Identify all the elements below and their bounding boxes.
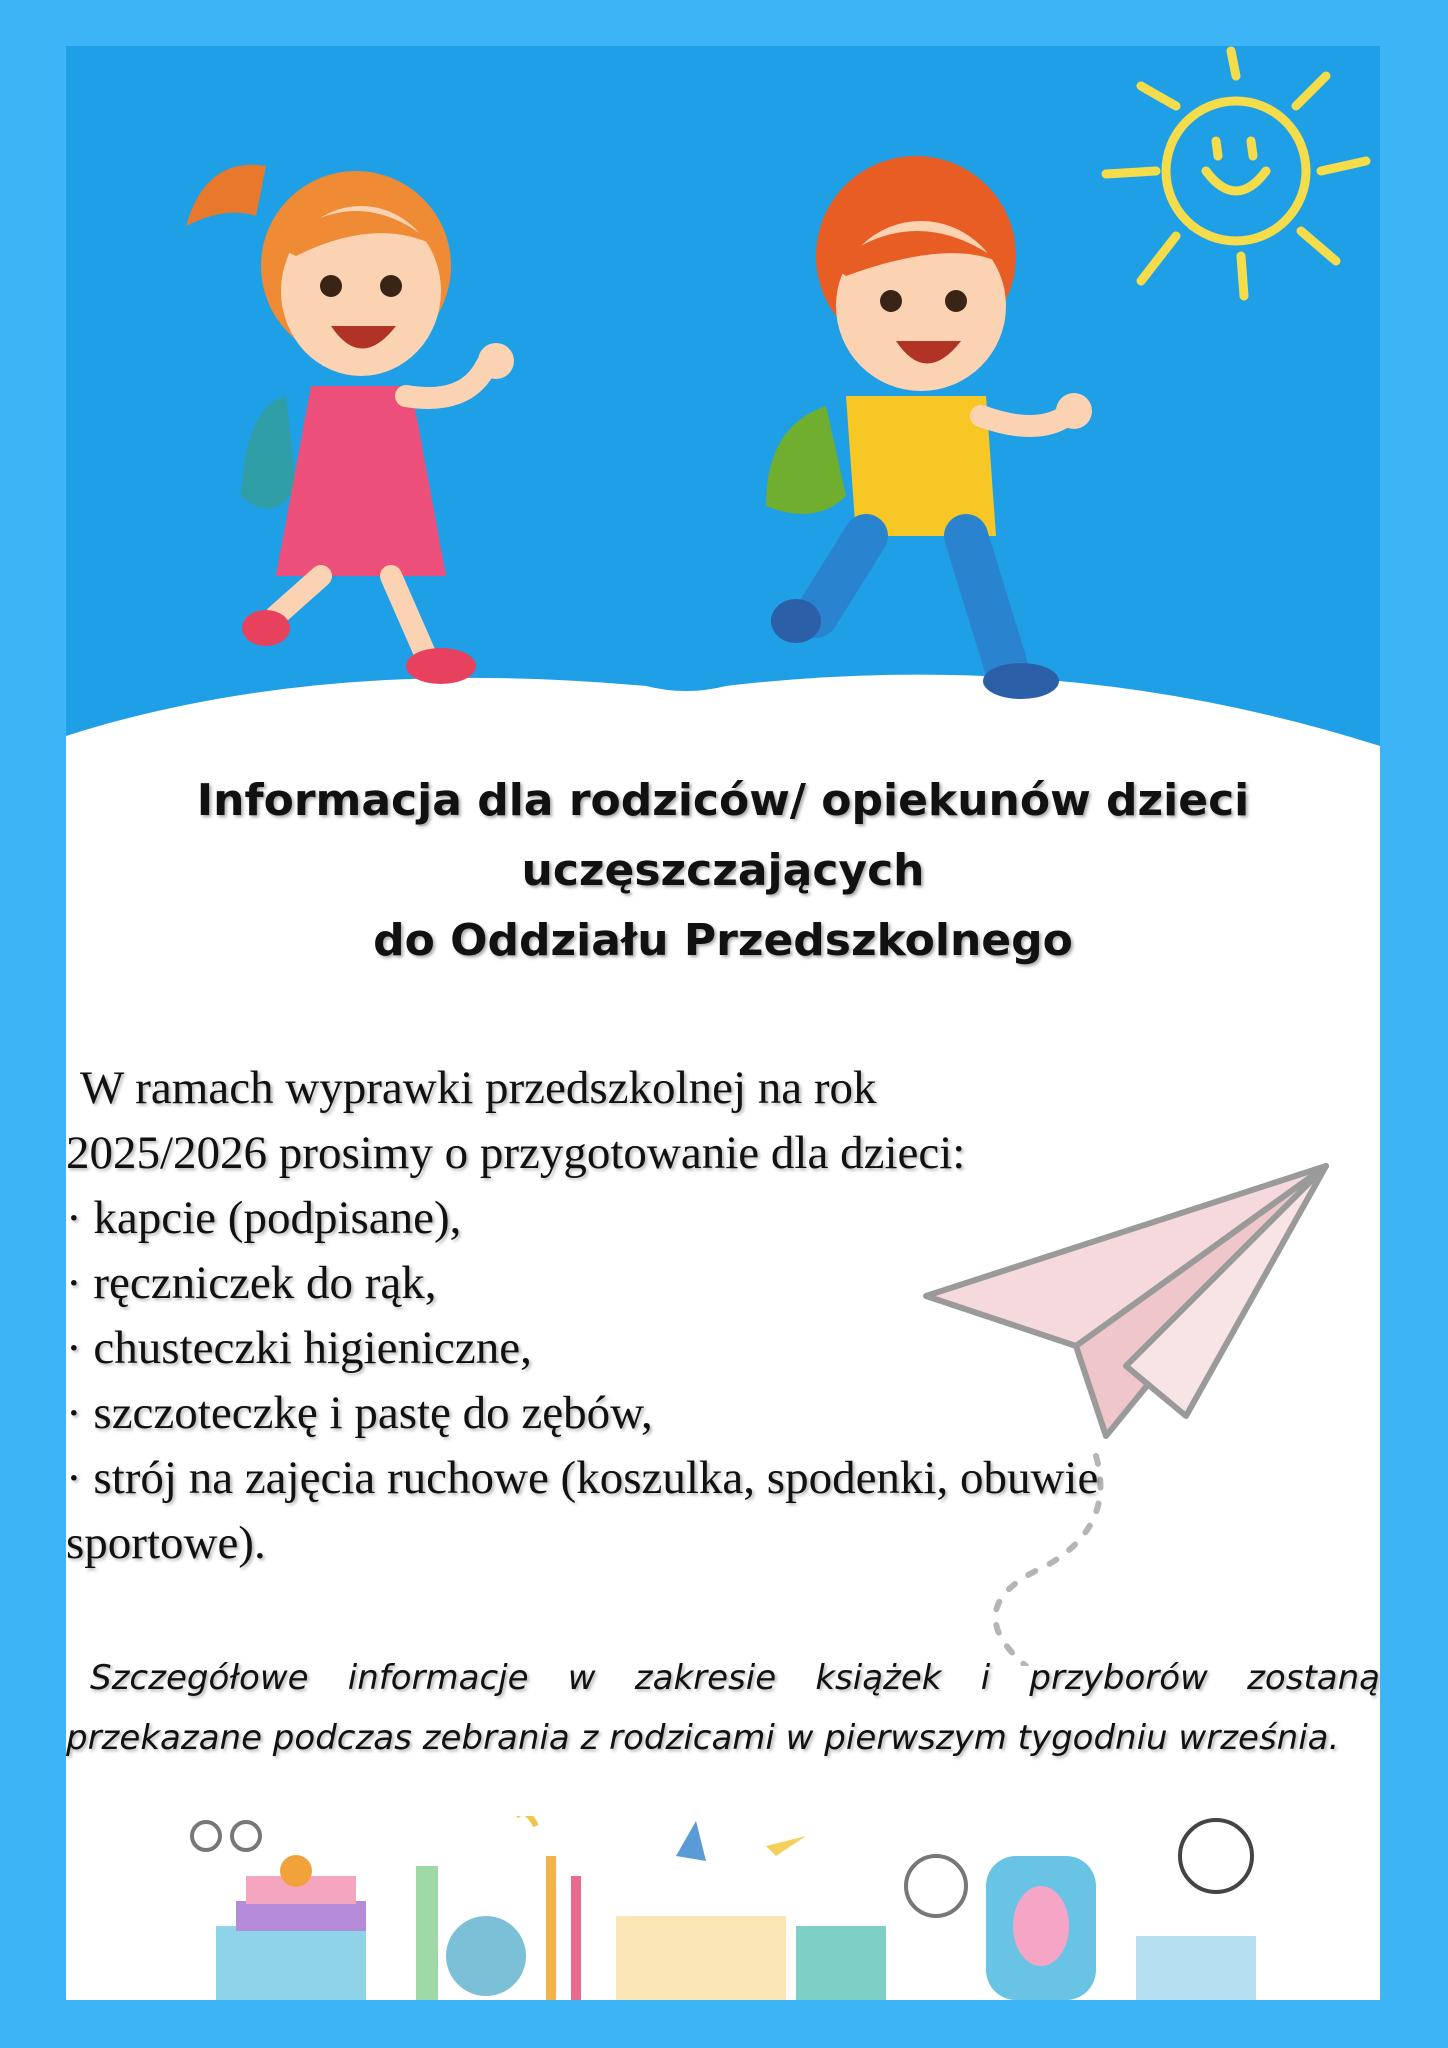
intro-line: 2025/2026 prosimy o przygotowanie dla dzieci: — [66, 1127, 966, 1179]
list-item: · kapcie (podpisane), — [66, 1192, 462, 1244]
list-item: · chusteczki higieniczne, — [66, 1322, 532, 1374]
list-item: · szczoteczkę i pastę do zębów, — [66, 1387, 653, 1439]
list-item: sportowe). — [66, 1517, 266, 1569]
poster-page — [66, 46, 1380, 2000]
girl-illustration-icon — [146, 136, 566, 696]
poster-title — [66, 766, 1380, 976]
note-paragraph — [66, 1648, 1380, 1768]
supply-list-block — [66, 1056, 1380, 1576]
title-line: Informacja dla rodziców/ opiekunów dzieci — [196, 775, 1250, 826]
note-text: Szczegółowe informacje w zakresie książek i przyborów zostaną przekazane podczas zebrania z rodzicami w pierwszym tygodniu września. — [66, 1658, 1380, 1758]
title-line: do Oddziału Przedszkolnego — [373, 915, 1073, 966]
intro-line: W ramach wyprawki przedszkolnej na rok — [80, 1062, 877, 1114]
boy-illustration-icon — [706, 146, 1146, 706]
title-line: uczęszczających — [521, 845, 925, 896]
school-supplies-icon — [176, 1816, 1326, 2000]
list-item: · ręczniczek do rąk, — [66, 1257, 437, 1309]
list-item: · strój na zajęcia ruchowe (koszulka, spodenki, obuwie — [66, 1452, 1099, 1504]
